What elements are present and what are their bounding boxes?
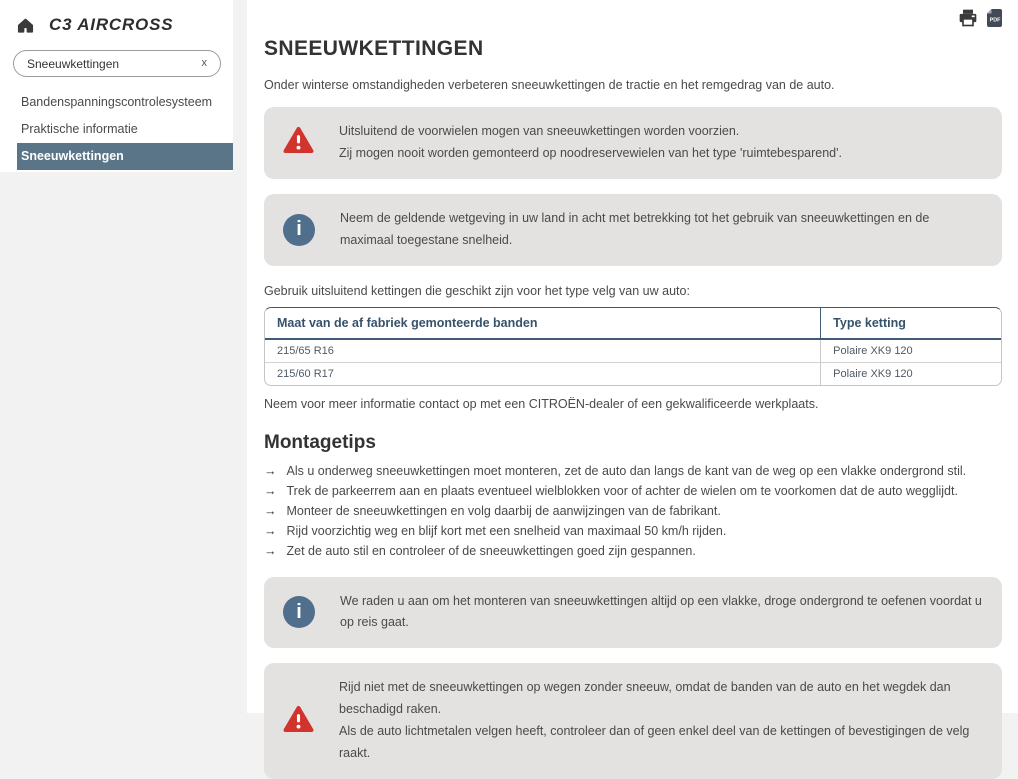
warning-line: Zij mogen nooit worden gemonteerd op noodreservewielen van het type 'ruimtebesparend'.	[339, 145, 842, 160]
tip-text: Zet de auto stil en controleer of de sneeuwkettingen goed zijn gespannen.	[286, 543, 696, 558]
info-text: Neem de geldende wetgeving in uw land in acht met betrekking tot het gebruik van sneeuwkettingen en de maximaal toegestane snelheid.	[340, 210, 930, 247]
search-value: Sneeuwkettingen	[27, 56, 120, 71]
tips-section-title: Montagetips	[264, 431, 376, 453]
warning-notice-no-snow	[264, 663, 1002, 779]
search-results-list	[0, 85, 233, 170]
tip-text: Monteer de sneeuwkettingen en volg daarbij de aanwijzingen van de fabrikant.	[286, 503, 721, 518]
table-intro-text: Gebruik uitsluitend kettingen die geschikt zijn voor het type velg van uw auto:	[264, 283, 690, 298]
arrow-bullet-icon: →	[264, 463, 277, 478]
arrow-bullet-icon: →	[264, 523, 277, 538]
page-title: SNEEUWKETTINGEN	[264, 37, 484, 60]
sidebar-header	[0, 0, 233, 41]
intro-paragraph: Onder winterse omstandigheden verbeteren sneeuwkettingen de tractie en het remgedrag van de auto.	[264, 78, 835, 92]
sidebar-item-praktische-informatie[interactable]: Praktische informatie	[21, 122, 138, 136]
home-icon[interactable]	[16, 17, 35, 34]
chain-type-cell: Polaire XK9 120	[821, 362, 1001, 385]
chain-type-cell: Polaire XK9 120	[821, 339, 1001, 363]
info-notice-legislation	[264, 194, 1002, 266]
chains-table	[264, 307, 1002, 386]
list-item	[264, 484, 1002, 498]
print-icon[interactable]	[958, 8, 978, 28]
tips-list	[264, 464, 1002, 558]
list-item	[264, 504, 1002, 518]
toolbar	[264, 8, 1002, 28]
list-item	[264, 464, 1002, 478]
warning-line: Uitsluitend de voorwielen mogen van sneeuwkettingen worden voorzien.	[339, 124, 740, 138]
list-item	[264, 524, 1002, 538]
sidebar-item-sneeuwkettingen[interactable]: Sneeuwkettingen	[17, 143, 233, 170]
pdf-icon-label: PDF	[989, 17, 1001, 24]
tyre-size-cell: 215/60 R17	[277, 367, 334, 380]
warning-notice-front-wheels	[264, 107, 1002, 179]
table-header-row	[265, 308, 1001, 339]
warning-text	[339, 121, 842, 165]
warning-line: Rijd niet met de sneeuwkettingen op wegen zonder sneeuw, omdat de banden van de auto en het wegdek dan beschadigd raken.	[339, 680, 951, 717]
arrow-bullet-icon: →	[264, 503, 277, 518]
warning-triangle-icon	[283, 705, 314, 738]
list-item	[264, 544, 1002, 558]
tip-text: Als u onderweg sneeuwkettingen moet monteren, zet de auto dan langs de kant van de weg op een vlakke ondergrond stil.	[286, 463, 967, 478]
app-logo: C3 AIRCROSS	[49, 15, 174, 34]
warning-line: Als de auto lichtmetalen velgen heeft, controleer dan of geen enkel deel van de kettingen of bevestigingen de velg raakt.	[339, 724, 970, 760]
info-text: We raden u aan om het monteren van sneeuwkettingen altijd op een vlakke, droge ondergrond te oefenen voordat u op reis gaat.	[340, 593, 982, 630]
pdf-icon[interactable]	[987, 9, 1002, 27]
sidebar	[0, 0, 233, 172]
warning-triangle-icon	[283, 126, 314, 159]
column-header-tyre-size: Maat van de af fabriek gemonteerde banden	[265, 308, 821, 339]
dealer-note-text: Neem voor meer informatie contact op met een CITROËN-dealer of een gekwalificeerde werkplaats.	[264, 396, 819, 411]
table-row	[265, 362, 1001, 385]
search-clear-icon[interactable]: x	[201, 57, 207, 69]
warning-text	[339, 677, 982, 765]
info-icon: i	[283, 596, 315, 628]
search-input[interactable]	[13, 50, 221, 77]
info-icon: i	[283, 214, 315, 246]
tyre-size-cell: 215/65 R16	[265, 339, 821, 363]
tip-text: Trek de parkeerrem aan en plaats eventueel wielblokken voor of achter de wielen om te voorkomen dat de auto wegglijdt.	[286, 483, 958, 498]
table-row	[265, 339, 1001, 363]
arrow-bullet-icon: →	[264, 543, 277, 558]
sidebar-item-bandenspanningscontrolesysteem[interactable]: Bandenspanningscontrolesysteem	[21, 95, 213, 109]
tip-text: Rijd voorzichtig weg en blijf kort met een snelheid van maximaal 50 km/h rijden.	[286, 523, 727, 538]
info-notice-practice	[264, 577, 1002, 649]
arrow-bullet-icon: →	[264, 483, 277, 498]
main-content	[247, 0, 1018, 760]
column-header-chain-type: Type ketting	[821, 308, 1001, 339]
